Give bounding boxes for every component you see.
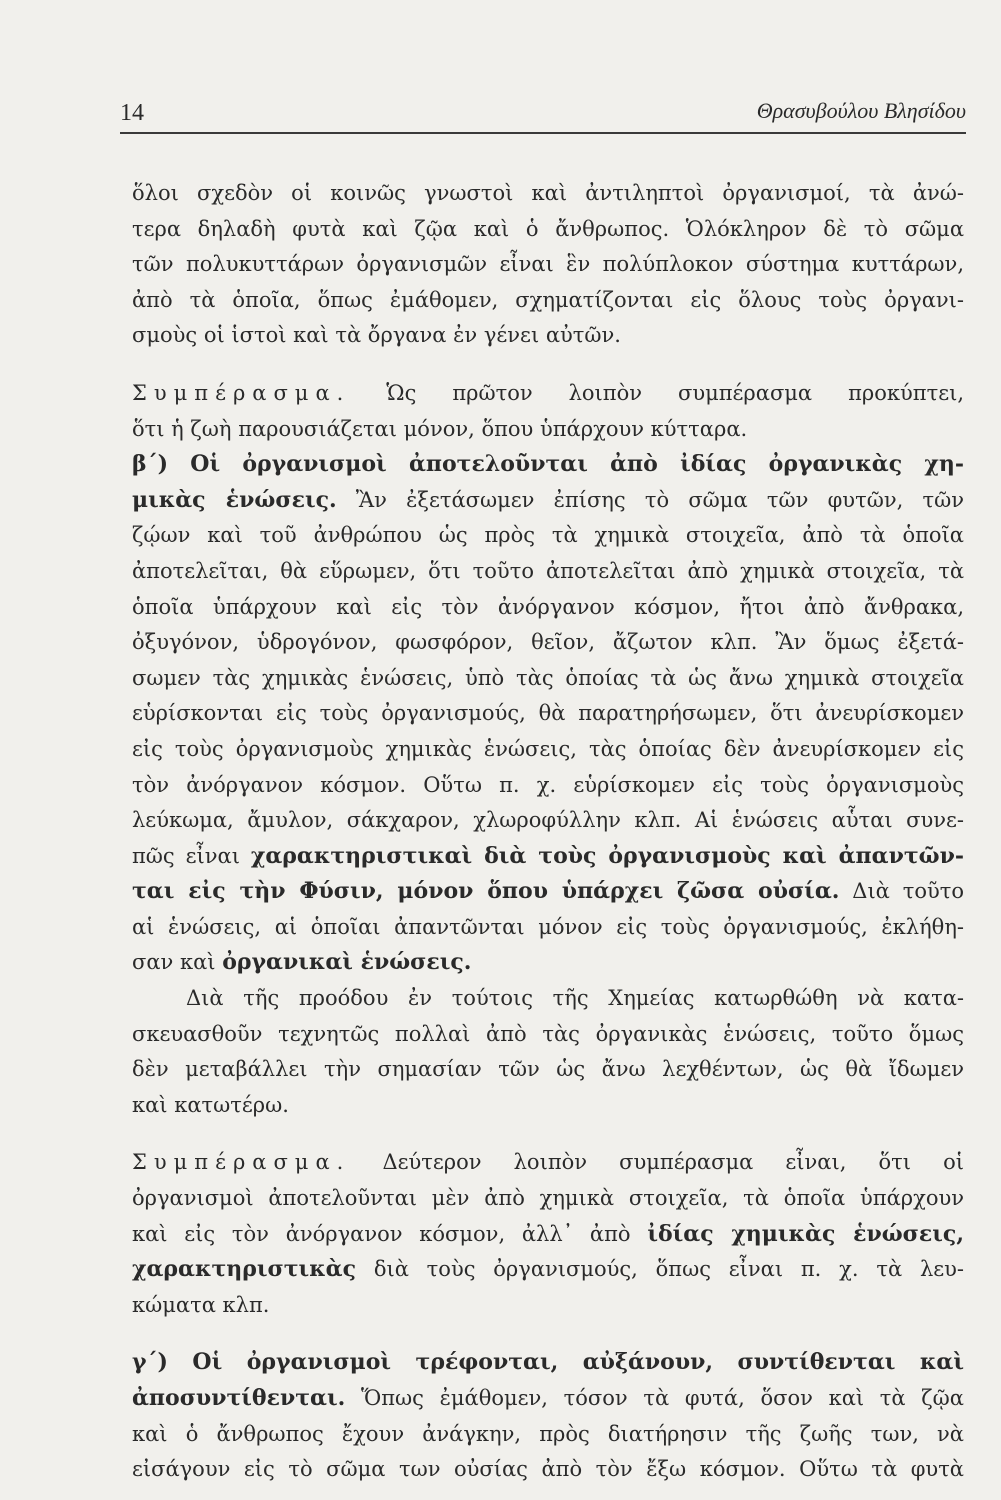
text-line <box>132 1252 964 1288</box>
text-run: σαν καὶ <box>132 950 223 975</box>
text-line: σωμεν τὰς χημικὰς ἑνώσεις, ὑπὸ τὰς ὁποίας τὰ ὡς ἄνω χημικὰ στοιχεῖα <box>132 665 964 690</box>
text-line: εἰς τοὺς ὀργανισμοὺς χημικὰς ἑνώσεις, τὰς ὁποίας δὲν ἀνευρίσκομεν εἰς <box>132 736 964 761</box>
bold-heading: β΄) Οἱ ὀργανισμοὶ ἀποτελοῦνται ἀπὸ ἰδίας ὀργανικὰς χη- <box>132 451 964 478</box>
text-run: πῶς εἶναι <box>132 843 251 868</box>
text-line: ἀποτελεῖται, θὰ εὕρωμεν, ὅτι τοῦτο ἀποτελεῖται ἀπὸ χημικὰ στοιχεῖα, τὰ <box>132 558 964 583</box>
text-line: ζῴων καὶ τοῦ ἀνθρώπου ὡς πρὸς τὰ χημικὰ στοιχεῖα, ἀπὸ τὰ ὁποῖα <box>132 523 964 548</box>
text-line: καὶ ὁ ἄνθρωπος ἔχουν ἀνάγκην, πρὸς διατήρησιν τῆς ζωῆς των, νὰ <box>132 1421 964 1446</box>
bold-heading: μικὰς ἑνώσεις. <box>132 486 337 513</box>
paragraph-gap <box>132 1323 964 1345</box>
text-line <box>132 483 964 519</box>
text-line: κώματα κλπ. <box>132 1292 270 1317</box>
header-rule <box>120 132 966 134</box>
text-line: αἱ ἑνώσεις, αἱ ὁποῖαι ἀπαντῶνται μόνον εἰς τοὺς ὀργανισμούς, ἐκλήθη- <box>132 914 964 939</box>
text-line: τὸν ἀνόργανον κόσμον. Οὕτω π. χ. εὑρίσκομεν εἰς τοὺς ὀργανισμοὺς <box>132 772 964 797</box>
text-line: λεύκωμα, ἄμυλον, σάκχαρον, χλωροφύλλην κλπ. Αἱ ἑνώσεις αὗται συνε- <box>132 808 964 833</box>
bold-heading: ἀποσυντίθενται. <box>132 1385 346 1411</box>
text-line: σμοὺς οἱ ἱστοὶ καὶ τὰ ὄργανα ἐν γένει αὐτῶν. <box>132 323 621 348</box>
text-run: καὶ εἰς τὸν ἀνόργανον κόσμον, ἀλλ᾿ ἀπὸ <box>132 1221 648 1246</box>
spaced-heading: Συμπέρασμα. <box>132 1150 351 1175</box>
page-body <box>132 176 964 1488</box>
text-line <box>132 1381 964 1417</box>
bold-phrase: χαρακτηριστικαὶ διὰ τοὺς ὀργανισμοὺς καὶ ἀπαντῶν- <box>250 842 964 869</box>
bold-phrase: χαρακτηριστικὰς <box>132 1256 357 1283</box>
text-line <box>132 1217 964 1253</box>
page-header <box>120 96 966 136</box>
text-run: Ἂν ἐξετάσωμεν ἐπίσης τὸ σῶμα τῶν φυτῶν, τῶν <box>336 487 964 512</box>
paragraph-gap <box>132 1123 964 1145</box>
text-run: Ὅπως ἐμάθομεν, τόσον τὰ φυτά, ὅσον καὶ τὰ ζῷα <box>345 1386 964 1410</box>
text-line: ὅτι ἡ ζωὴ παρουσιάζεται μόνον, ὅπου ὑπάρχουν κύτταρα. <box>132 416 748 441</box>
spaced-heading: Συμπέρασμα. <box>132 380 351 405</box>
text-line <box>132 447 964 483</box>
text-line: ὀξυγόνον, ὑδρογόνον, φωσφόρον, θεῖον, ἄζωτον κλπ. Ἂν ὅμως ἐξετά- <box>132 630 964 655</box>
text-line <box>132 1345 964 1381</box>
text-line: σκευασθοῦν τεχνητῶς πολλαὶ ἀπὸ τὰς ὀργανικὰς ἑνώσεις, τοῦτο ὅμως <box>132 1021 964 1046</box>
text-line <box>132 874 964 910</box>
text-line: καὶ κατωτέρω. <box>132 1092 289 1117</box>
text-line <box>132 376 964 412</box>
text-line: τερα δηλαδὴ φυτὰ καὶ ζῷα καὶ ὁ ἄνθρωπος. Ὁλόκληρον δὲ τὸ σῶμα <box>132 216 964 241</box>
bold-heading: γ΄) Οἱ ὀργανισμοὶ τρέφονται, αὐξάνουν, συντίθενται καὶ <box>132 1349 964 1376</box>
text-line: Διὰ τῆς προόδου ἐν τούτοις τῆς Χημείας κατωρθώθη νὰ κατα- <box>186 986 964 1011</box>
text-line: εἰσάγουν εἰς τὸ σῶμα των οὐσίας ἀπὸ τὸν ἔξω κόσμον. Οὕτω τὰ φυτὰ <box>132 1457 964 1482</box>
page-number: 14 <box>120 100 144 126</box>
text-line: ὅλοι σχεδὸν οἱ κοινῶς γνωστοὶ καὶ ἀντιληπτοὶ ὀργανισμοί, τὰ ἀνώ- <box>132 181 964 205</box>
text-line: τῶν πολυκυττάρων ὀργανισμῶν εἶναι ἓν πολύπλοκον σύστημα κυττάρων, <box>132 252 964 277</box>
text-line <box>132 945 964 981</box>
text-run: Δεύτερον λοιπὸν συμπέρασμα εἶναι, ὅτι οἱ <box>350 1150 964 1175</box>
running-head: Θρασυβούλου Βλησίδου <box>756 98 966 123</box>
bold-phrase: ὀργανικαὶ ἑνώσεις. <box>222 949 472 976</box>
paragraph-gap <box>132 354 964 376</box>
bold-phrase: ἰδίας χημικὰς ἑνώσεις, <box>647 1220 964 1247</box>
text-line: εὑρίσκονται εἰς τοὺς ὀργανισμούς, θὰ παρατηρήσωμεν, ὅτι ἀνευρίσκομεν <box>132 701 964 726</box>
text-line: δὲν μεταβάλλει τὴν σημασίαν τῶν ὡς ἄνω λεχθέντων, ὡς θὰ ἴδωμεν <box>132 1057 964 1082</box>
text-line <box>132 839 964 875</box>
text-line: ἀπὸ τὰ ὁποῖα, ὅπως ἐμάθομεν, σχηματίζονται εἰς ὅλους τοὺς ὀργανι- <box>132 287 964 312</box>
text-run: Ὡς πρῶτον λοιπὸν συμπέρασμα προκύπτει, <box>350 380 964 405</box>
text-run: Διὰ τοῦτο <box>839 879 964 904</box>
text-line: ὀργανισμοὶ ἀποτελοῦνται μὲν ἀπὸ χημικὰ στοιχεῖα, τὰ ὁποῖα ὑπάρχουν <box>132 1186 964 1211</box>
text-line: ὁποῖα ὑπάρχουν καὶ εἰς τὸν ἀνόργανον κόσμον, ἤτοι ἀπὸ ἄνθρακα, <box>132 594 964 619</box>
text-line <box>132 1145 964 1181</box>
text-run: διὰ τοὺς ὀργανισμούς, ὅπως εἶναι π. χ. τὰ λευ- <box>356 1257 964 1282</box>
bold-phrase: ται εἰς τὴν Φύσιν, μόνον ὅπου ὑπάρχει ζῶσα οὐσία. <box>132 878 840 905</box>
